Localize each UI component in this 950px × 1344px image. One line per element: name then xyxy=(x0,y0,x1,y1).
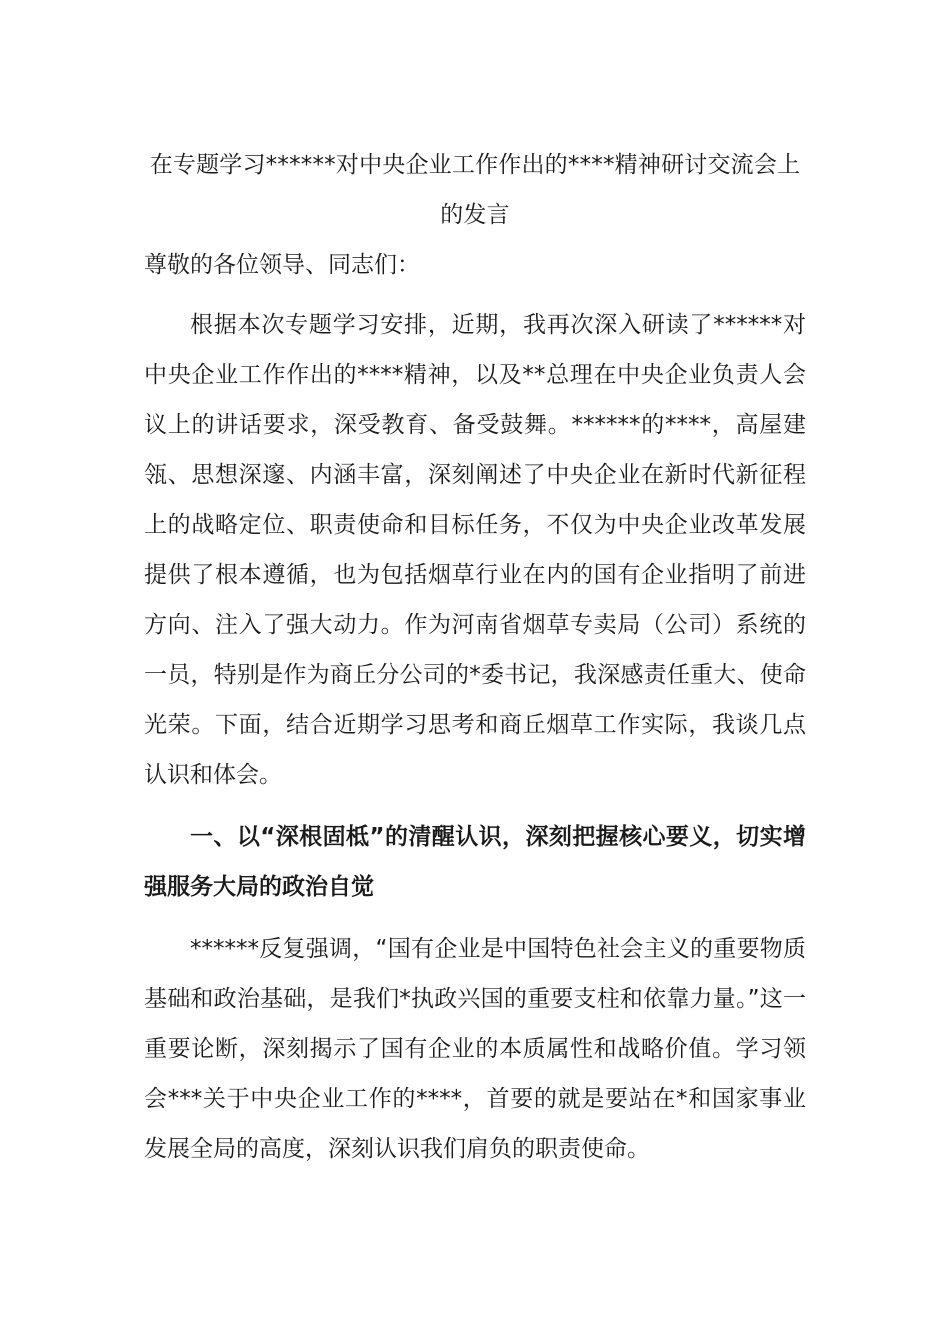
document-body xyxy=(144,140,806,1174)
title-line-2: 的发言 xyxy=(440,202,510,228)
title-line-1: 在专题学习******对中央企业工作作出的****精神研讨交流会上 xyxy=(149,152,801,178)
salutation: 尊敬的各位领导、同志们： xyxy=(144,252,420,278)
paragraph-intro: 根据本次专题学习安排，近期，我再次深入研读了******对中央企业工作作出的****精神，以及**总理在中央企业负责人会议上的讲话要求，深受教育、备受鼓舞。******的****，高屋建瓴、思想深邃、内涵丰富，深刻阐述了中央企业在新时代新征程上的战略定位、职责使命和目标任务，不仅为中央企业改革发展提供了根本遵循，也为包括烟草行业在内的国有企业指明了前进方向、注入了强大动力。作为河南省烟草专卖局（公司）系统的一员，特别是作为商丘分公司的*委书记，我深感责任重大、使命光荣。下面，结合近期学习思考和商丘烟草工作实际，我谈几点认识和体会。 xyxy=(144,312,806,788)
document-title xyxy=(144,140,806,240)
section-heading-1: 一、以“深根固柢”的清醒认识，深刻把握核心要义，切实增强服务大局的政治自觉 xyxy=(144,824,806,900)
paragraph-section-1: ******反复强调，“国有企业是中国特色社会主义的重要物质基础和政治基础，是我们*执政兴国的重要支柱和依靠力量。”这一重要论断，深刻揭示了国有企业的本质属性和战略价值。学习领会***关于中央企业工作的****，首要的就是要站在*和国家事业发展全局的高度，深刻认识我们肩负的职责使命。 xyxy=(144,936,806,1162)
